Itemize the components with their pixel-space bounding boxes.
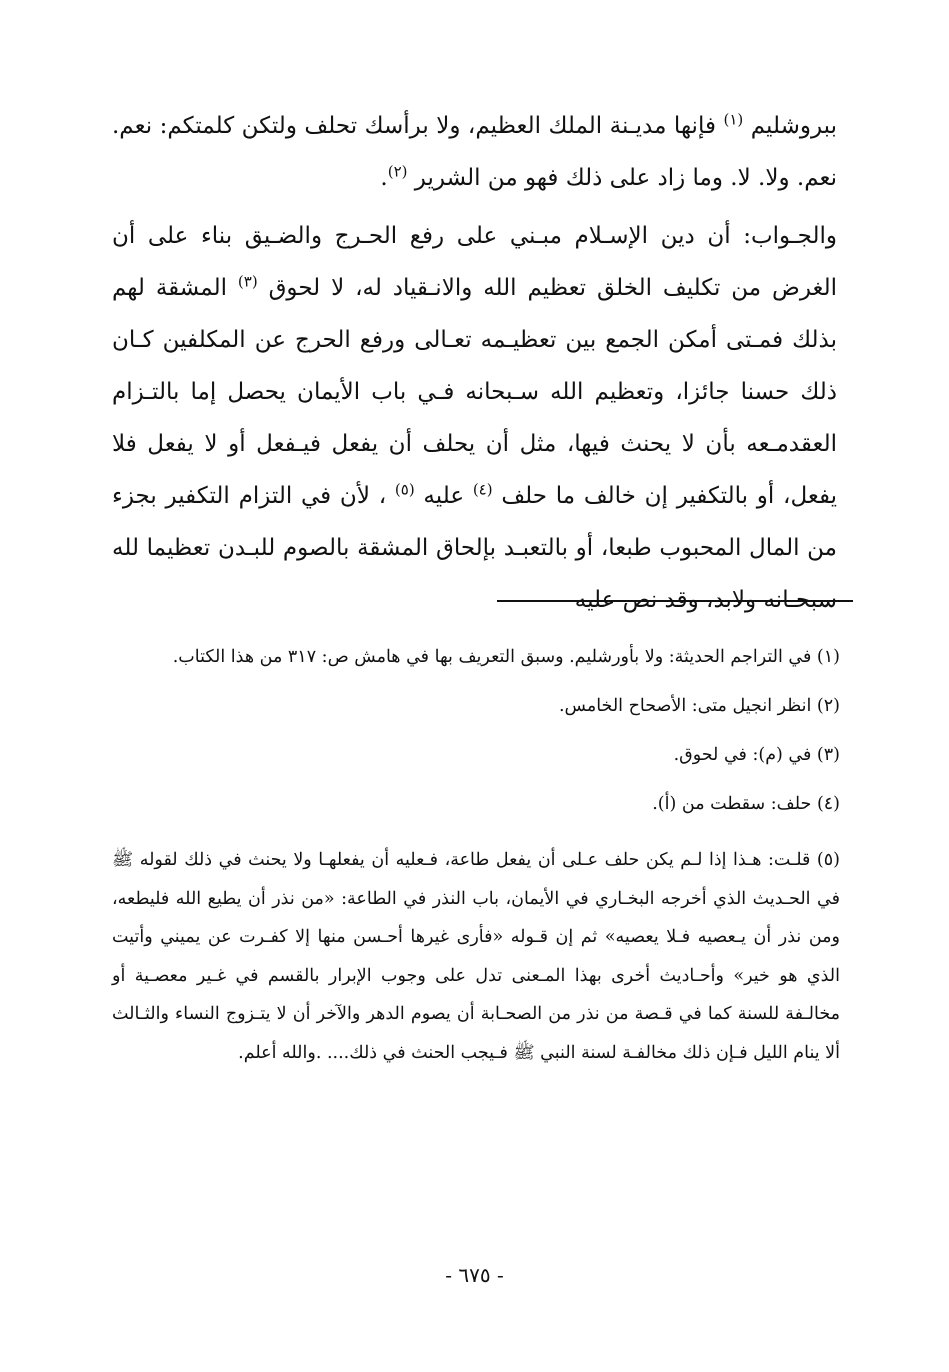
footnote-ref-2: (٢) <box>387 162 408 181</box>
footnote-5: (٥) قلـت: هـذا إذا لـم يكن حلف عـلى أن يفعل طاعة، فـعليه أن يفعلهـا ولا يحنث في ذلك لقوله ﷺ في الحـديث الذي أخرجه البخـاري في الأيمان، باب النذر في الطاعة: «من نذر أن يطيع الله فليطعه، ومن نذر أن يـعصيه فـلا يعصيه» ثم إن قـوله «فأرى غيرها أحـسن منها إلا كفـرت عن يميني وأتيت الذي هو خير» وأحـاديث أخرى بهذا المـعنى تدل على وجوب الإبرار بالقسم في غـير معصـية أو مخالـفة للسنة كما في قـصة من نذر من الصحـابة أن يصوم الدهر والآخر أن لا يتـزوج النساء والثـالث ألا ينام الليل فـإن ذلك مخالفـة لسنة النبي ﷺ فـيجب الحنث في ذلك.... .والله أعلم. <box>112 850 840 1063</box>
main-text <box>112 100 837 626</box>
text-run: والجـواب: أن دين الإسـلام مبـني على رفع الحـرج والضـيق بناء على أن الغرض من تكليف الخلق تعظيم الله والانـقياد له، لا لحوق <box>112 223 838 301</box>
paragraph-1 <box>112 100 837 204</box>
footnote-separator <box>497 600 853 602</box>
footnote-ref-4: (٤) <box>472 480 493 499</box>
text-run: . <box>380 165 388 191</box>
paragraph-2 <box>112 210 837 626</box>
text-run: فإنها مديـنة الملك العظيم، ولا برأسك تحلف ولتكن كلمتكم: نعم. نعم. ولا. لا. وما زاد على ذلك فهو من الشرير <box>112 113 837 191</box>
text-run: ببروشليم <box>743 113 837 139</box>
footnote-4: (٤) حلف: سقطت من (أ). <box>652 794 840 814</box>
footnote-ref-1: (١) <box>723 110 744 129</box>
footnote-ref-3: (٣) <box>237 272 258 291</box>
text-run: عليه <box>414 483 473 509</box>
footnote-ref-5: (٥) <box>394 480 415 499</box>
footnote-1: (١) في التراجم الحديثة: ولا بأورشليم. وسبق التعريف بها في هامش ص: ٣١٧ من هذا الكتاب. <box>172 647 840 667</box>
footnote-2: (٢) انظر انجيل متى: الأصحاح الخامس. <box>558 696 840 716</box>
text-run: المشقة لهم بذلك فمـتى أمكن الجمع بين تعظيـمه تعـالى ورفع الحرج عن المكلفين كـان ذلك حسنا جائزا، وتعظيم الله سـبحانه فـي باب الأيمان يحصل إما بالتـزام العقدمـعه بأن لا يحنث فيها، مثل أن يحلف أن يفعل فيـفعل أو لا يفعل فلا يفعل، أو بالتكفير إن خالف ما حلف <box>112 275 838 509</box>
footnotes <box>112 643 840 1092</box>
text-run: ، لأن في التزام التكفير بجزء من المال المحبوب طبعا، أو بالتعبـد بإلحاق المشقة بالصوم للبـدن تعظيما لله سبحـانه ولابد، وقد نص عليه <box>112 483 837 613</box>
footnote-3: (٣) في (م): في لحوق. <box>673 745 840 765</box>
page-number: - ٦٧٥ - <box>445 1263 504 1287</box>
